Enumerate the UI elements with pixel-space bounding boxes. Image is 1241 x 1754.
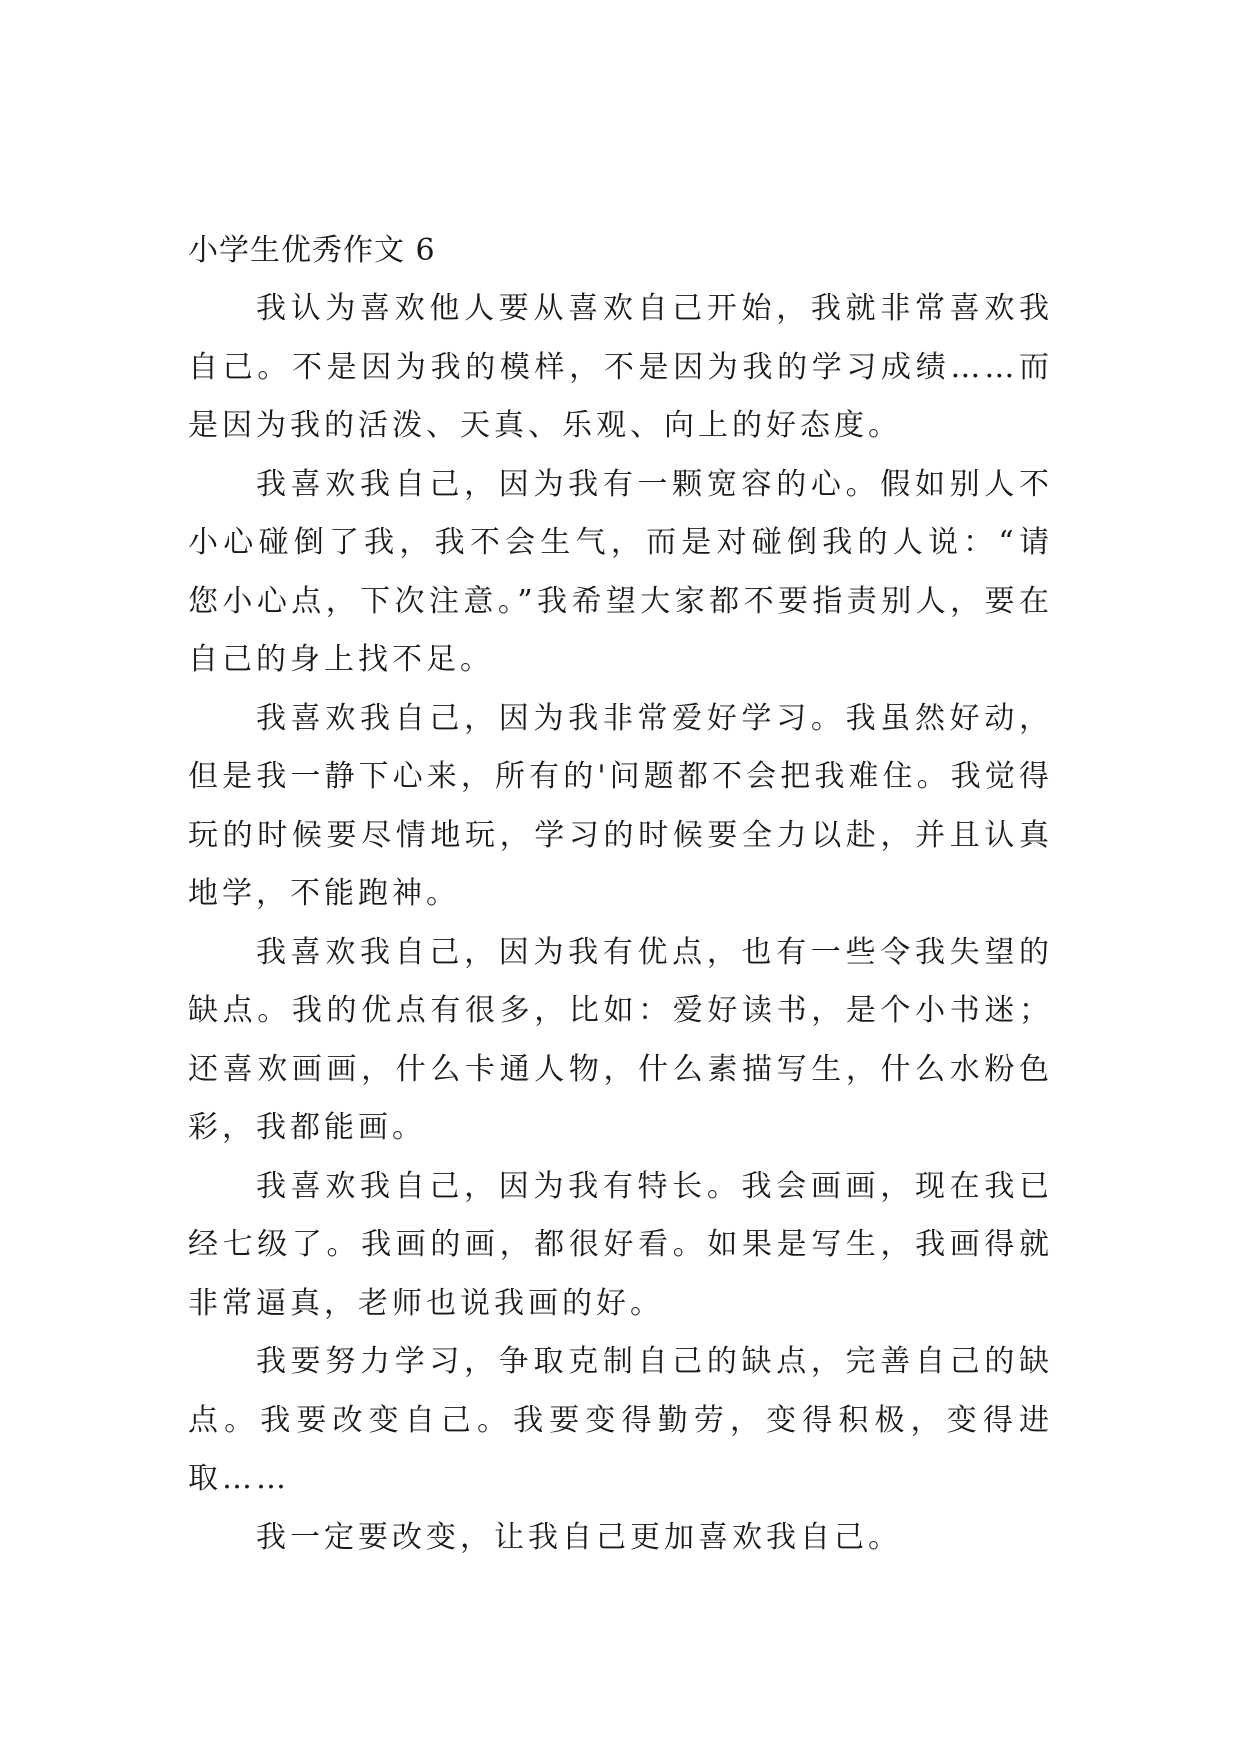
essay-title: 小学生优秀作文 6	[188, 233, 436, 268]
essay-paragraph-1: 我认为喜欢他人要从喜欢自己开始，我就非常喜欢我自己。不是因为我的模样，不是因为我的学习成绩……而是因为我的活泼、天真、乐观、向上的好态度。	[188, 291, 1053, 443]
essay-paragraph-6: 我要努力学习，争取克制自己的缺点，完善自己的缺点。我要改变自己。我要变得勤劳，变得积极，变得进取……	[188, 1344, 1053, 1496]
essay-body	[188, 222, 1053, 1567]
essay-paragraph-2: 我喜欢我自己，因为我有一颗宽容的心。假如别人不小心碰倒了我，我不会生气，而是对碰倒我的人说：“请您小心点，下次注意。”我希望大家都不要指责别人，要在自己的身上找不足。	[188, 466, 1053, 677]
essay-paragraph-3: 我喜欢我自己，因为我非常爱好学习。我虽然好动，但是我一静下心来，所有的'问题都不会把我难住。我觉得玩的时候要尽情地玩，学习的时候要全力以赴，并且认真地学，不能跑神。	[188, 700, 1053, 911]
essay-paragraph-5: 我喜欢我自己，因为我有特长。我会画画，现在我已经七级了。我画的画，都很好看。如果是写生，我画得就非常逼真，老师也说我画的好。	[188, 1168, 1053, 1321]
essay-paragraph-7: 我一定要改变，让我自己更加喜欢我自己。	[256, 1519, 902, 1555]
essay-paragraph-4: 我喜欢我自己，因为我有优点，也有一些令我失望的缺点。我的优点有很多，比如：爱好读书，是个小书迷；还喜欢画画，什么卡通人物，什么素描写生，什么水粉色彩，我都能画。	[188, 934, 1053, 1145]
